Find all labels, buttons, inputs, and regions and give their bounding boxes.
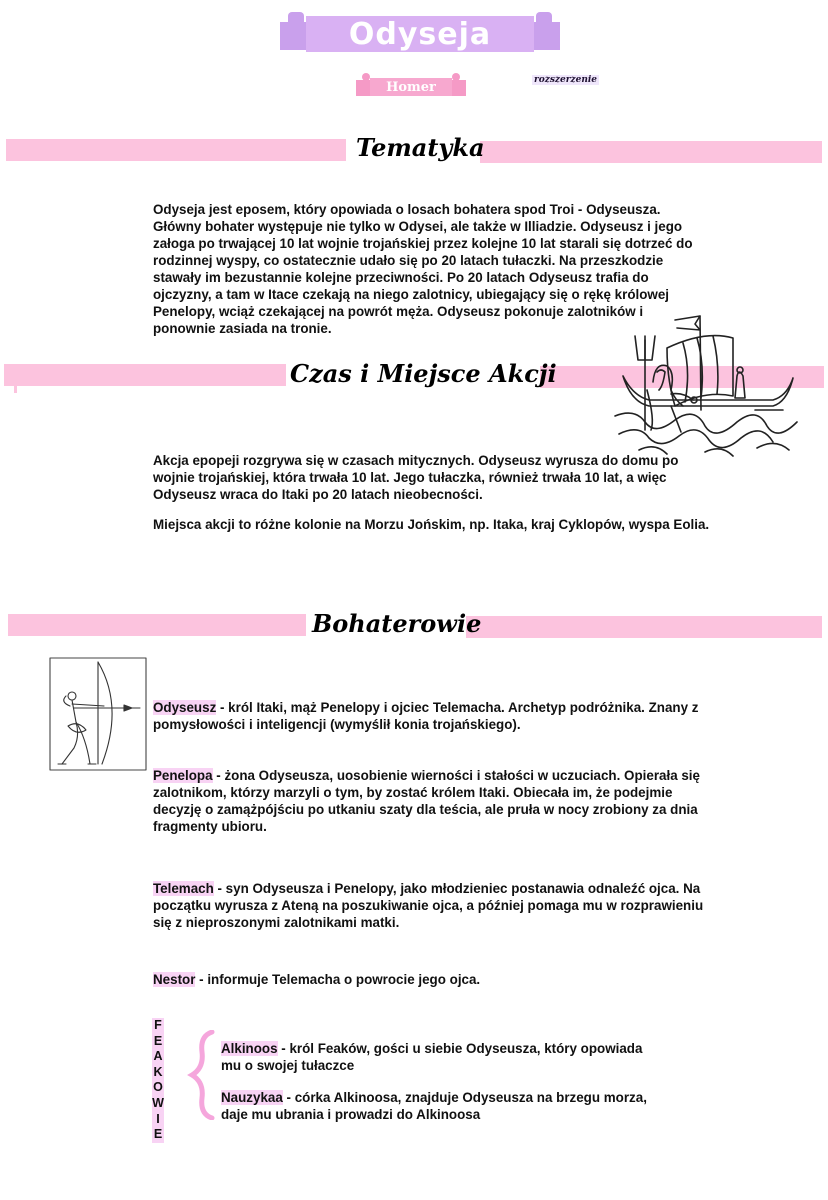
character-desc: - król Itaki, mąż Penelopy i ojciec Telemacha. Archetyp podróżnika. Znany z xyxy=(216,700,699,715)
text-line: rodzinnej wyspy, co ostatecznie udało się po 20 latach tułaczki. Na przeszkodzie xyxy=(153,253,664,268)
character-desc: fragmenty ubioru. xyxy=(153,819,267,834)
czas-paragraph xyxy=(153,452,733,503)
text-line: Odyseja jest eposem, który opowiada o losach bohatera spod Troi - Odyseusza. xyxy=(153,202,661,217)
group-label-letter: F xyxy=(154,1018,162,1032)
character-telemach xyxy=(153,880,733,931)
section-bar-left xyxy=(8,614,306,636)
group-label-letter: I xyxy=(156,1111,160,1126)
author-ribbon xyxy=(356,70,466,98)
group-label-letter: O xyxy=(153,1080,163,1095)
character-desc: daje mu ubrania i prowadzi do Alkinoosa xyxy=(221,1107,481,1122)
text-line: Miejsca akcji to różne kolonie na Morzu Jońskim, np. Itaka, kraj Cyklopów, wyspa Eolia. xyxy=(153,517,710,532)
character-name: Penelopa xyxy=(153,768,213,783)
curly-brace-icon xyxy=(186,1030,216,1120)
text-line: Penelopy, wciąż czekającej na powrót męża. Odyseusz pokonuje zalotników i xyxy=(153,304,644,319)
level-tag: rozszerzenie xyxy=(534,75,598,85)
character-odyseusz xyxy=(153,699,733,733)
places-paragraph xyxy=(153,516,753,533)
character-desc: - żona Odyseusza, uosobienie wierności i stałości w uczuciach. Opierała się xyxy=(212,768,700,783)
group-label-letter: E xyxy=(153,1127,163,1142)
section-bar-left xyxy=(4,364,286,386)
character-name: Telemach xyxy=(153,881,214,896)
character-nauzykaa xyxy=(221,1089,691,1123)
character-desc: - córka Alkinoosa, znajduje Odyseusza na brzegu morza, xyxy=(282,1090,647,1105)
character-desc: pomysłowości i inteligencji (wymyślił konia trojańskiego). xyxy=(153,717,521,732)
text-line: załoga po trwającej 10 lat wojnie trojańskiej przez kolejne 10 lat starali się dotrzeć do xyxy=(153,236,693,251)
character-name: Alkinoos xyxy=(221,1041,278,1056)
text-line: ojczyzny, a tam w Itace czekają na niego zalotnicy, ubiegający się o rękę królowej xyxy=(153,287,669,302)
text-line: wojnie trojańskiej, która trwała 10 lat. Jego tułaczka, również trwała 10 lat, a więc xyxy=(153,470,667,485)
text-line: ponownie zasiada na tronie. xyxy=(153,321,332,336)
character-nestor xyxy=(153,971,733,988)
section-bar-right xyxy=(466,616,822,638)
bar-drip xyxy=(14,385,17,393)
character-name: Odyseusz xyxy=(153,700,217,715)
title-ribbon xyxy=(280,6,560,54)
section-bar-left xyxy=(6,139,346,161)
character-name: Nestor xyxy=(153,972,196,987)
character-desc: mu o swojej tułaczce xyxy=(221,1058,355,1073)
ship-illustration xyxy=(605,310,805,460)
group-label-letter: A xyxy=(153,1049,163,1064)
author-ribbon-body xyxy=(370,78,452,96)
section-bar-right xyxy=(480,141,822,163)
author-name: Homer xyxy=(386,79,436,95)
character-name: Nauzykaa xyxy=(221,1090,283,1105)
character-desc: - informuje Telemacha o powrocie jego ojca. xyxy=(195,972,481,987)
text-line: Odyseusz wraca do Itaki po 20 latach nieobecności. xyxy=(153,487,483,502)
character-alkinoos xyxy=(221,1040,691,1074)
text-line: Główny bohater występuje nie tylko w Odysei, ale także w Illiadzie. Odyseusz i jego xyxy=(153,219,683,234)
title-ribbon-body xyxy=(306,16,534,52)
page-title: Odyseja xyxy=(348,16,492,52)
text-line: stawały im bezustannie kolejne przeciwności. Po 20 latach Odyseusz trafia do xyxy=(153,270,649,285)
section-heading-bohaterowie: Bohaterowie xyxy=(312,609,482,638)
group-label-letter: K xyxy=(153,1064,163,1079)
group-label-letter: W xyxy=(152,1095,164,1110)
character-desc: decyzję o zamążpójściu po utkaniu szaty dla teścia, ale pruła w nocy zrobiony za dnia xyxy=(153,802,698,817)
character-desc: początku wyrusza z Ateną na poszukiwanie ojca, a później pomaga mu w rozprawieniu xyxy=(153,898,704,913)
archer-illustration xyxy=(48,656,148,772)
character-penelopa xyxy=(153,767,733,835)
character-desc: zalotnikom, którzy marzyli o tym, by zostać królem Itaki. Obiecała im, że podejmie xyxy=(153,785,673,800)
section-heading-tematyka: Tematyka xyxy=(356,133,485,162)
group-label-letter: E xyxy=(153,1033,163,1048)
character-desc: się z nieproszonymi zalotnikami matki. xyxy=(153,915,400,930)
group-label-feakowie xyxy=(152,1018,164,1143)
text-line: Akcja epopeji rozgrywa się w czasach mitycznych. Odyseusz wyrusza do domu po xyxy=(153,453,679,468)
character-desc: - król Feaków, gości u siebie Odyseusza, który opowiada xyxy=(277,1041,643,1056)
character-desc: - syn Odyseusza i Penelopy, jako młodzieniec postanawia odnaleźć ojca. Na xyxy=(213,881,701,896)
section-heading-czas: Czas i Miejsce Akcji xyxy=(290,359,557,388)
